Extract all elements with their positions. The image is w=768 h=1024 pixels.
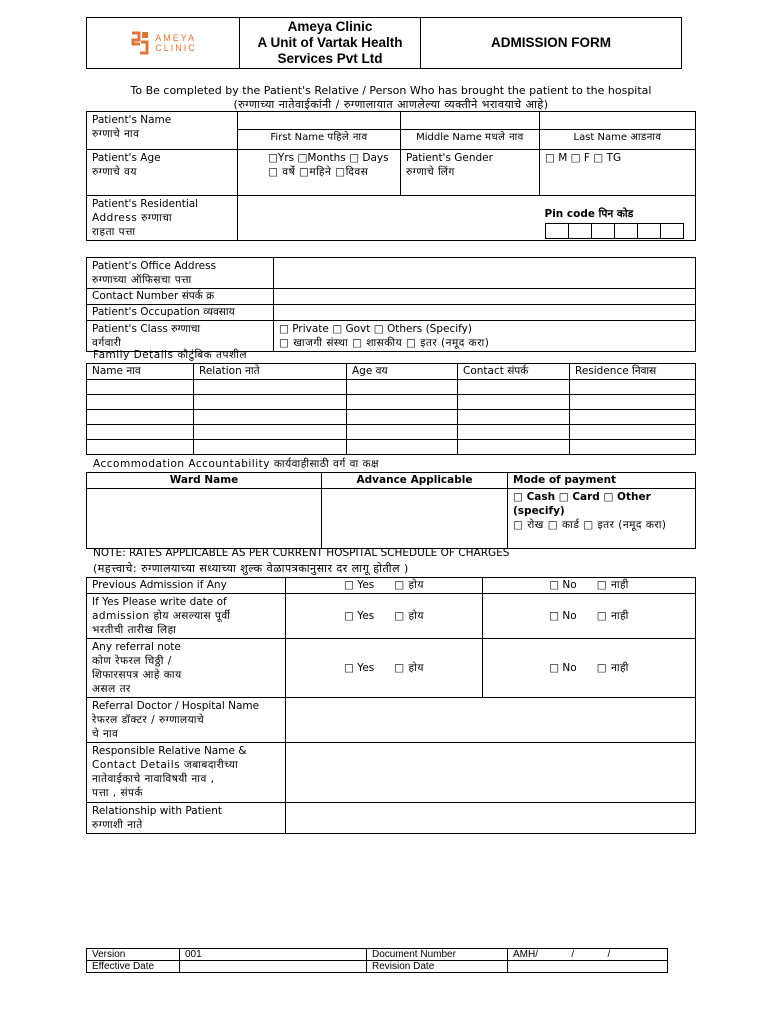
- office-address-input[interactable]: [274, 258, 696, 289]
- payment-mode-checkboxes[interactable]: □ Cash □ Card □ Other (specify) □ रोख □ कार्ड □ इतर (नमूद करा): [508, 489, 696, 549]
- family-col-contact: Contact संपर्क: [458, 364, 570, 380]
- advance-input[interactable]: [322, 489, 508, 549]
- table-row[interactable]: [87, 380, 696, 395]
- first-name-input[interactable]: [238, 112, 401, 130]
- middle-name-input[interactable]: [401, 112, 540, 130]
- gender-checkboxes[interactable]: □ M □ F □ TG: [540, 150, 696, 196]
- referral-no[interactable]: □ No □ नाही: [483, 639, 696, 698]
- responsible-relative-label-cell: Responsible Relative Name & Contact Details जबाबदारीच्या नातेवाईकाचे नावाविषयी नाव , पत्ता , संपर्क: [87, 743, 286, 803]
- last-name-label-cell: Last Name आडनाव: [540, 130, 696, 150]
- if-yes-yes[interactable]: □ Yes □ होय: [286, 594, 483, 639]
- family-col-age: Age वय: [347, 364, 458, 380]
- table-row[interactable]: [87, 395, 696, 410]
- last-name-input[interactable]: [540, 112, 696, 130]
- patient-name-label-mr: रुग्णाचे नाव: [92, 128, 140, 140]
- prev-admission-yes[interactable]: □ Yes □ होय: [286, 578, 483, 594]
- header-table: [86, 17, 682, 69]
- payment-mode-header: Mode of payment: [508, 473, 696, 489]
- version-value: 001: [180, 949, 367, 961]
- clinic-name-cell: [240, 18, 421, 69]
- accommodation-title: Accommodation Accountability कार्यवाहीसाठी वर्ग वा कक्ष: [93, 458, 380, 470]
- family-col-residence: Residence निवास: [570, 364, 696, 380]
- table-row[interactable]: [87, 440, 696, 455]
- document-number-value: AMH/ / /: [508, 949, 668, 961]
- clinic-name: Ameya Clinic: [287, 19, 373, 34]
- accommodation-table: [86, 472, 696, 549]
- effective-date-value[interactable]: [180, 961, 367, 973]
- referral-doctor-input[interactable]: [286, 698, 696, 743]
- clinic-logo-icon: [129, 30, 151, 56]
- patient-class-label-cell: Patient's Class रुग्णाचा वर्गवारी: [87, 321, 274, 352]
- relationship-input[interactable]: [286, 803, 696, 834]
- table-row[interactable]: [87, 410, 696, 425]
- occupation-input[interactable]: [274, 305, 696, 321]
- clinic-unit: A Unit of Vartak Health: [257, 35, 403, 50]
- contact-number-label: Contact Number संपर्क क्र: [87, 289, 274, 305]
- pin-code-label: Pin code पिन कोड: [544, 208, 634, 220]
- pin-code-boxes[interactable]: [545, 223, 691, 239]
- family-details-table: [86, 363, 696, 455]
- table-row[interactable]: [87, 425, 696, 440]
- instruction-marathi: (रुग्णाच्या नातेवाईकांनी / रुग्णालायात आणलेल्या व्यक्तीने भरावयाचे आहे): [233, 98, 549, 111]
- family-col-relation: Relation नाते: [194, 364, 347, 380]
- rates-note-marathi: (महत्त्वाचे: रुग्णालयाच्या सध्याच्या शुल्क वेळापत्रकानुसार दर लागू होतील ): [93, 562, 409, 575]
- patient-name-label: Patient's Name: [92, 114, 172, 126]
- instruction-english: To Be completed by the Patient's Relative / Person Who has brought the patient to the hospital: [130, 84, 652, 97]
- patient-gender-label-cell: Patient's Gender रुग्णाचे लिंग: [401, 150, 540, 196]
- revision-date-value[interactable]: [508, 961, 668, 973]
- if-yes-label-cell: If Yes Please write date of admission होय असल्यास पूर्वी भरतीची तारीख लिहा: [87, 594, 286, 639]
- residential-address-input[interactable]: [238, 196, 540, 241]
- prev-admission-no[interactable]: □ No □ नाही: [483, 578, 696, 594]
- age-units-checkboxes[interactable]: □Yrs □Months □ Days □ वर्षे □महिने □दिवस: [238, 150, 401, 196]
- form-title-cell: [421, 18, 682, 69]
- form-title: ADMISSION FORM: [491, 35, 611, 50]
- ward-name-header: Ward Name: [87, 473, 322, 489]
- office-address-label-cell: Patient's Office Address रुग्णाच्या ऑफिसचा पत्ता: [87, 258, 274, 289]
- patient-name-label-cell: [87, 112, 238, 150]
- history-table: [86, 577, 696, 834]
- office-details-table: [86, 257, 696, 352]
- family-col-name: Name नाव: [87, 364, 194, 380]
- document-number-label: Document Number: [367, 949, 508, 961]
- referral-doctor-label-cell: Referral Doctor / Hospital Name रेफरल डॉक्टर / रुग्णालयाचे चे नाव: [87, 698, 286, 743]
- patient-age-label-cell: Patient's Age रुग्णाचे वय: [87, 150, 238, 196]
- rates-note-english: NOTE: RATES APPLICABLE AS PER CURRENT HOSPITAL SCHEDULE OF CHARGES: [93, 547, 510, 559]
- residential-address-label-cell: Patient's Residential Address रुग्णाचा राहता पत्ता: [87, 196, 238, 241]
- middle-name-label-cell: Middle Name मधले नाव: [401, 130, 540, 150]
- if-yes-no[interactable]: □ No □ नाही: [483, 594, 696, 639]
- logo-cell: [87, 18, 240, 69]
- advance-header: Advance Applicable: [322, 473, 508, 489]
- referral-note-label-cell: Any referral note कोण रेफरल चिठ्ठी / शिफारसपत्र आहे काय असल तर: [87, 639, 286, 698]
- first-name-label-cell: First Name पहिले नाव: [238, 130, 401, 150]
- effective-date-label: Effective Date: [87, 961, 180, 973]
- version-label: Version: [87, 949, 180, 961]
- prev-admission-label: Previous Admission if Any: [87, 578, 286, 594]
- contact-number-input[interactable]: [274, 289, 696, 305]
- family-details-title: Family Details कौटुंबिक तपशील: [93, 349, 247, 361]
- patient-class-checkboxes[interactable]: □ Private □ Govt □ Others (Specify) □ खाजगी संस्था □ शासकीय □ इतर (नमूद करा): [274, 321, 696, 352]
- document-control-table: [86, 948, 668, 973]
- ward-name-input[interactable]: [87, 489, 322, 549]
- pin-code-cell: [540, 196, 696, 241]
- clinic-company: Services Pvt Ltd: [277, 51, 383, 66]
- responsible-relative-input[interactable]: [286, 743, 696, 803]
- referral-yes[interactable]: □ Yes □ होय: [286, 639, 483, 698]
- relationship-label-cell: Relationship with Patient रुग्णाशी नाते: [87, 803, 286, 834]
- revision-date-label: Revision Date: [367, 961, 508, 973]
- patient-details-table: [86, 111, 696, 241]
- logo-text: AMEYA CLINIC: [155, 33, 197, 53]
- occupation-label: Patient's Occupation व्यवसाय: [87, 305, 274, 321]
